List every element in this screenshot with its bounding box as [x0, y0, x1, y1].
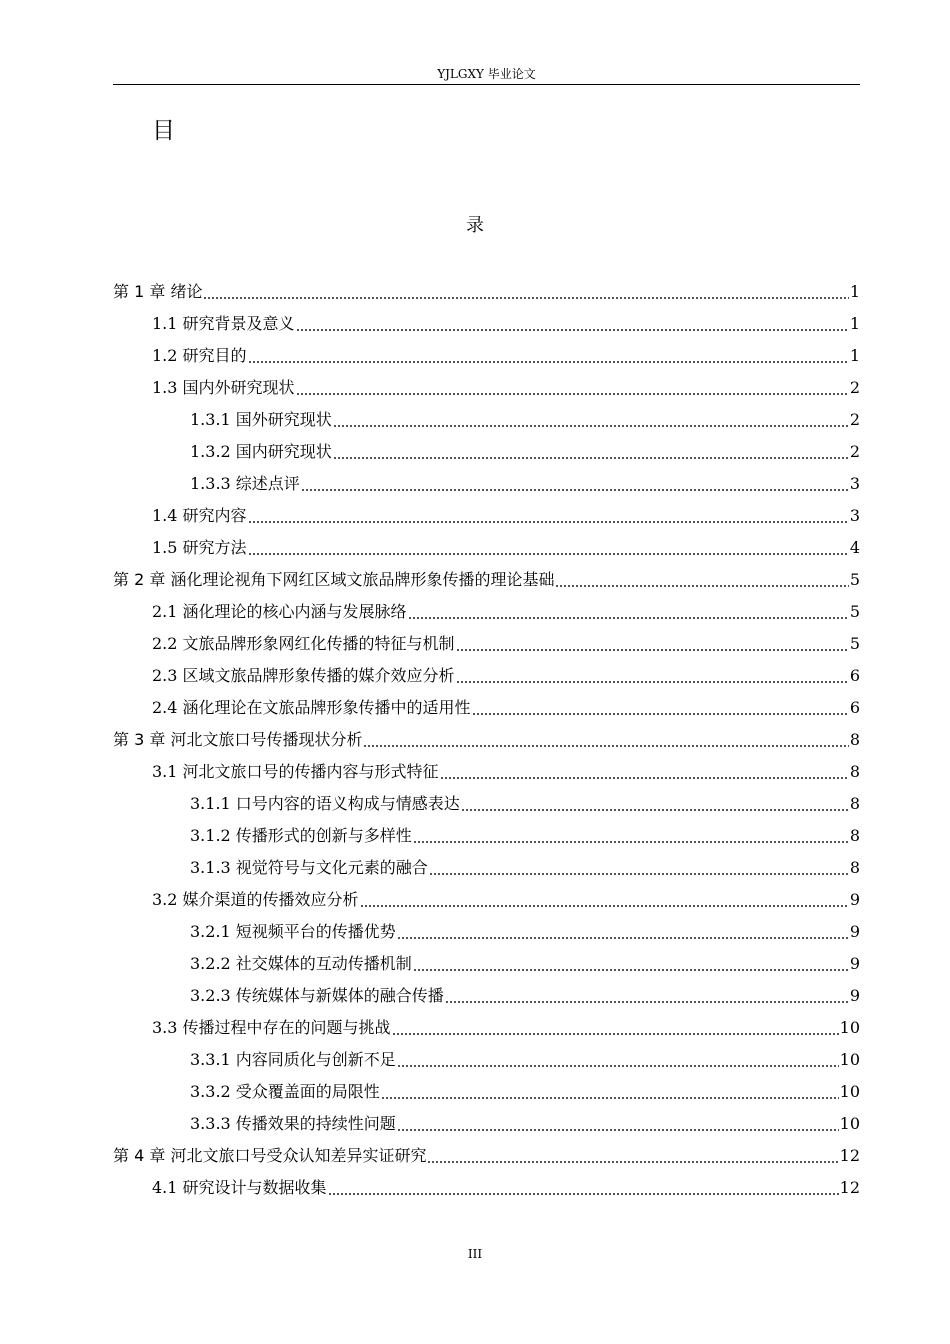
toc-entry[interactable] [113, 884, 860, 916]
toc-entry-page: 9 [849, 922, 860, 941]
toc-entry-label: 3.1.1 口号内容的语义构成与情感表达 [190, 794, 460, 813]
toc-dot-leader [429, 872, 849, 876]
toc-dot-leader [328, 1192, 839, 1196]
toc-entry-page: 8 [849, 730, 860, 749]
toc-entry-label: 3.1 河北文旅口号的传播内容与形式特征 [152, 762, 439, 781]
toc-dot-leader [408, 616, 849, 620]
toc-entry[interactable] [113, 340, 860, 372]
toc-entry-page: 8 [849, 858, 860, 877]
toc-entry-page: 1 [849, 346, 860, 365]
toc-entry[interactable] [113, 660, 860, 692]
toc-entry-page: 5 [849, 602, 860, 621]
toc-dot-leader [248, 552, 849, 556]
toc-entry-label: 1.3.1 国外研究现状 [190, 410, 332, 429]
toc-entry-page: 10 [839, 1082, 860, 1101]
toc-entry[interactable] [113, 1044, 860, 1076]
toc-entry[interactable] [113, 404, 860, 436]
toc-title-first-char: 目 [152, 118, 175, 144]
toc-entry-label: 3.3 传播过程中存在的问题与挑战 [152, 1018, 391, 1037]
toc-dot-leader [360, 904, 849, 908]
toc-entry-label: 3.2 媒介渠道的传播效应分析 [152, 890, 359, 909]
toc-entry[interactable] [113, 1140, 860, 1172]
toc-entry[interactable] [113, 692, 860, 724]
toc-dot-leader [397, 936, 849, 940]
toc-entry-page: 8 [849, 762, 860, 781]
toc-entry-label: 2.4 涵化理论在文旅品牌形象传播中的适用性 [152, 698, 471, 717]
toc-entry[interactable] [113, 852, 860, 884]
toc-entry[interactable] [113, 756, 860, 788]
toc-entry[interactable] [113, 1108, 860, 1140]
toc-entry[interactable] [113, 436, 860, 468]
toc-entry[interactable] [113, 980, 860, 1012]
toc-entry-label: 第 2 章 涵化理论视角下网红区域文旅品牌形象传播的理论基础 [113, 570, 555, 589]
header-rule [113, 84, 860, 85]
toc-entry-label: 1.3.2 国内研究现状 [190, 442, 332, 461]
page-header: YJLGXY 毕业论文 [437, 67, 536, 81]
toc-entry[interactable] [113, 788, 860, 820]
toc-entry-page: 9 [849, 954, 860, 973]
toc-dot-leader [555, 584, 848, 588]
toc-entry-page: 2 [849, 410, 860, 429]
toc-entry[interactable] [113, 948, 860, 980]
toc-entry[interactable] [113, 468, 860, 500]
toc-entry-label: 1.1 研究背景及意义 [152, 314, 295, 333]
toc-entry-label: 3.1.2 传播形式的创新与多样性 [190, 826, 412, 845]
page-number: III [467, 1247, 483, 1261]
toc-dot-leader [461, 808, 849, 812]
toc-dot-leader [248, 520, 849, 524]
toc-entry-page: 2 [849, 442, 860, 461]
toc-entry-page: 1 [849, 282, 860, 301]
toc-entry[interactable] [113, 628, 860, 660]
toc-dot-leader [413, 840, 849, 844]
toc-entry-page: 12 [839, 1146, 860, 1165]
toc-dot-leader [397, 1128, 839, 1132]
toc-dot-leader [333, 456, 849, 460]
toc-entry-page: 5 [849, 570, 860, 589]
toc-entry[interactable] [113, 724, 860, 756]
table-of-contents [113, 276, 860, 1204]
toc-entry-label: 3.3.3 传播效果的持续性问题 [190, 1114, 396, 1133]
toc-dot-leader [445, 1000, 849, 1004]
toc-entry-page: 10 [839, 1114, 860, 1133]
toc-dot-leader [203, 296, 848, 300]
toc-dot-leader [456, 680, 849, 684]
toc-entry-label: 1.3 国内外研究现状 [152, 378, 295, 397]
toc-entry-page: 9 [849, 986, 860, 1005]
toc-entry[interactable] [113, 372, 860, 404]
toc-entry-label: 第 1 章 绪论 [113, 282, 203, 301]
toc-entry-page: 3 [849, 506, 860, 525]
toc-dot-leader [413, 968, 849, 972]
toc-entry-label: 第 4 章 河北文旅口号受众认知差异实证研究 [113, 1146, 427, 1165]
toc-dot-leader [333, 424, 849, 428]
toc-dot-leader [427, 1160, 838, 1164]
toc-entry[interactable] [113, 1012, 860, 1044]
toc-entry-label: 4.1 研究设计与数据收集 [152, 1178, 327, 1197]
toc-dot-leader [440, 776, 849, 780]
toc-dot-leader [381, 1096, 839, 1100]
toc-entry-label: 3.2.2 社交媒体的互动传播机制 [190, 954, 412, 973]
toc-entry-label: 1.5 研究方法 [152, 538, 247, 557]
toc-entry-label: 第 3 章 河北文旅口号传播现状分析 [113, 730, 363, 749]
toc-entry-label: 3.2.1 短视频平台的传播优势 [190, 922, 396, 941]
toc-entry[interactable] [113, 308, 860, 340]
toc-entry-label: 3.1.3 视觉符号与文化元素的融合 [190, 858, 428, 877]
toc-entry[interactable] [113, 1172, 860, 1204]
toc-entry-page: 12 [839, 1178, 860, 1197]
toc-entry-label: 1.3.3 综述点评 [190, 474, 300, 493]
toc-entry-page: 5 [849, 634, 860, 653]
toc-dot-leader [456, 648, 849, 652]
toc-entry[interactable] [113, 820, 860, 852]
toc-entry[interactable] [113, 564, 860, 596]
toc-entry[interactable] [113, 532, 860, 564]
toc-dot-leader [301, 488, 849, 492]
toc-title-second-char: 录 [466, 215, 484, 236]
toc-dot-leader [397, 1064, 839, 1068]
toc-dot-leader [472, 712, 849, 716]
toc-entry-label: 2.1 涵化理论的核心内涵与发展脉络 [152, 602, 407, 621]
toc-entry-page: 4 [849, 538, 860, 557]
toc-entry-page: 6 [849, 666, 860, 685]
toc-entry[interactable] [113, 1076, 860, 1108]
toc-entry-label: 1.2 研究目的 [152, 346, 247, 365]
toc-entry[interactable] [113, 500, 860, 532]
toc-entry[interactable] [113, 916, 860, 948]
toc-entry[interactable] [113, 596, 860, 628]
toc-dot-leader [392, 1032, 839, 1036]
toc-entry[interactable] [113, 276, 860, 308]
toc-entry-page: 3 [849, 474, 860, 493]
toc-entry-page: 8 [849, 794, 860, 813]
toc-entry-page: 10 [839, 1018, 860, 1037]
toc-dot-leader [363, 744, 848, 748]
toc-entry-page: 8 [849, 826, 860, 845]
toc-dot-leader [248, 360, 849, 364]
toc-entry-page: 6 [849, 698, 860, 717]
toc-entry-page: 1 [849, 314, 860, 333]
toc-entry-page: 2 [849, 378, 860, 397]
toc-entry-page: 9 [849, 890, 860, 909]
toc-dot-leader [296, 328, 849, 332]
toc-entry-label: 1.4 研究内容 [152, 506, 247, 525]
toc-entry-label: 3.2.3 传统媒体与新媒体的融合传播 [190, 986, 444, 1005]
toc-entry-page: 10 [839, 1050, 860, 1069]
toc-entry-label: 3.3.2 受众覆盖面的局限性 [190, 1082, 380, 1101]
toc-entry-label: 2.3 区域文旅品牌形象传播的媒介效应分析 [152, 666, 455, 685]
toc-entry-label: 2.2 文旅品牌形象网红化传播的特征与机制 [152, 634, 455, 653]
toc-dot-leader [296, 392, 849, 396]
toc-entry-label: 3.3.1 内容同质化与创新不足 [190, 1050, 396, 1069]
